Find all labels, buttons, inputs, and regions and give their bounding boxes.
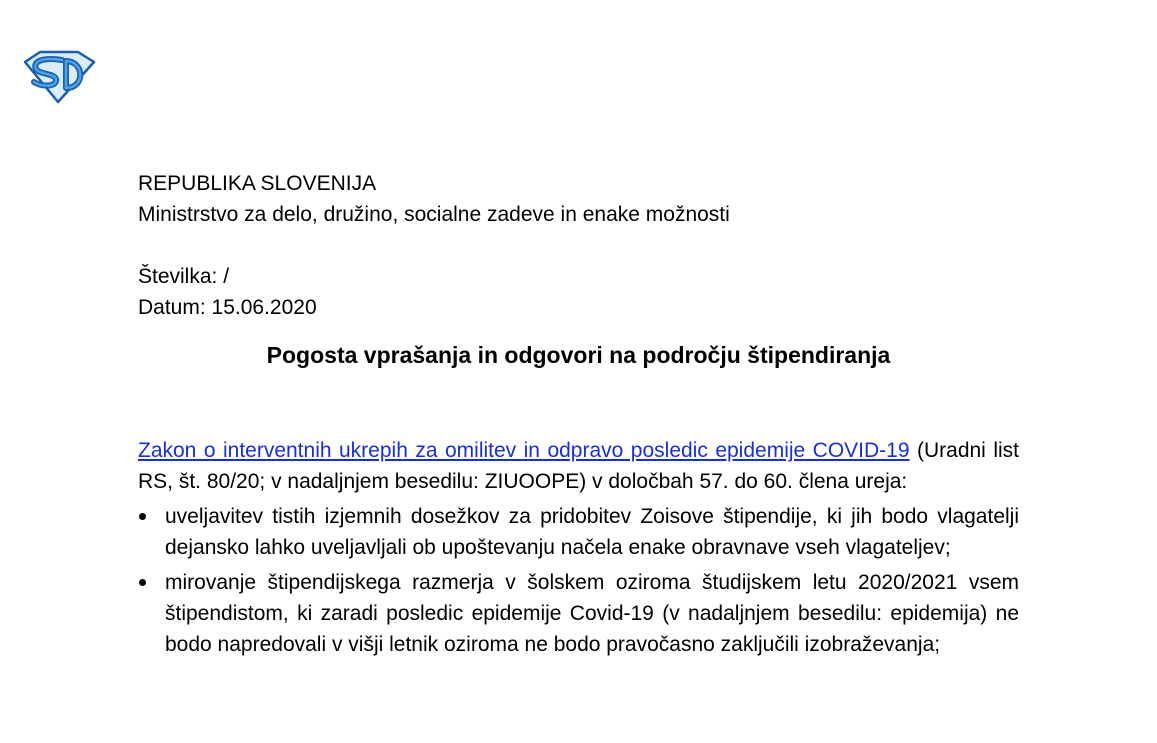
ministry-name: Ministrstvo za delo, družino, socialne zadeve in enake možnosti (138, 203, 730, 226)
document-number: Številka: / (138, 265, 230, 288)
document-title: Pogosta vprašanja in odgovori na področju štipendiranja (266, 342, 891, 368)
list-item (138, 501, 1019, 563)
spacer (138, 230, 1019, 261)
intro-text: (Uradni list RS, št. 80/20; v nadaljnjem besedilu: ZIUOOPE) v določbah 57. do 60. člena ureja: (138, 439, 1019, 493)
list-item-text: uveljavitev tistih izjemnih dosežkov za pridobitev Zoisove štipendije, ki jih bodo vlagatelji dejansko lahko uveljavljali ob upoštevanju načela enake obravnave vseh vlagateljev; (165, 505, 1019, 559)
intro-paragraph (138, 435, 1019, 497)
country-heading: REPUBLIKA SLOVENIJA (138, 172, 377, 195)
document-body (138, 168, 1019, 660)
bullet-icon (139, 513, 146, 520)
bullet-icon (139, 579, 146, 586)
list-item-text: mirovanje štipendijskega razmerja v šolskem oziroma študijskem letu 2020/2021 vsem štipendistom, ki zaradi posledic epidemije Covid-19 (v nadaljnjem besedilu: epidemija) ne bodo napredovali v višji letnik oziroma ne bodo pravočasno zaključili izobraževanja; (165, 571, 1019, 656)
bullet-list (138, 501, 1019, 660)
law-link[interactable]: Zakon o interventnih ukrepih za omilitev in odpravo posledic epidemije COVID-19 (138, 439, 910, 462)
document-date: Datum: 15.06.2020 (138, 296, 317, 319)
list-item (138, 567, 1019, 660)
ministry-logo-icon (22, 48, 96, 104)
